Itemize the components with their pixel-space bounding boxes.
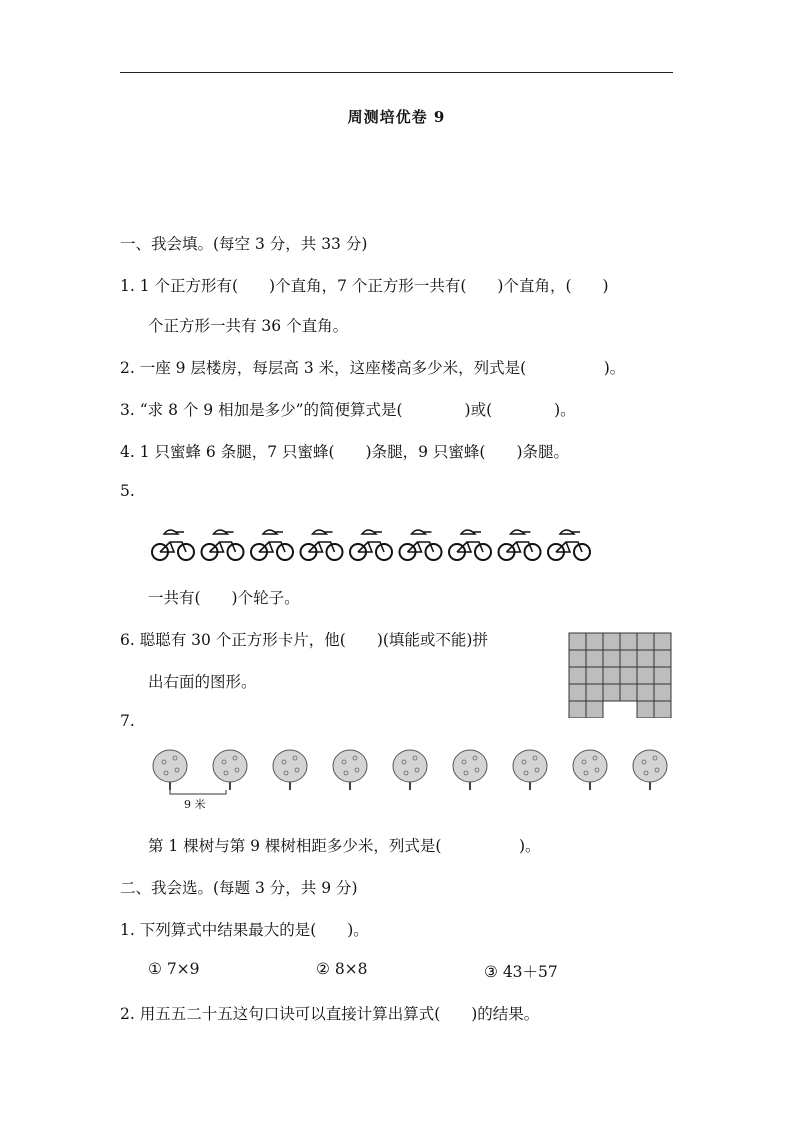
grid-square bbox=[654, 684, 671, 701]
grid-square bbox=[603, 650, 620, 667]
grid-square bbox=[603, 667, 620, 684]
grid-square bbox=[637, 633, 654, 650]
grid-square bbox=[620, 650, 637, 667]
tree-icon bbox=[633, 750, 667, 790]
grid-square bbox=[637, 650, 654, 667]
tree-icon bbox=[273, 750, 307, 790]
grid-square bbox=[620, 667, 637, 684]
grid-square bbox=[603, 684, 620, 701]
q2: 2. 一座 9 层楼房，每层高 3 米，这座楼高多少米，列式是( )。 bbox=[120, 359, 626, 377]
bicycle-icon bbox=[350, 530, 392, 560]
grid-square bbox=[586, 650, 603, 667]
bicycles-figure bbox=[150, 522, 595, 564]
option-1: ① 7×9 bbox=[148, 960, 200, 978]
grid-square bbox=[654, 650, 671, 667]
bicycle-icon bbox=[449, 530, 491, 560]
grid-square bbox=[586, 633, 603, 650]
q7-text: 第 1 棵树与第 9 棵树相距多少米，列式是( )。 bbox=[148, 837, 541, 855]
grid-square bbox=[586, 701, 603, 718]
trees-figure bbox=[148, 748, 673, 810]
grid-square bbox=[620, 633, 637, 650]
tree-icon bbox=[453, 750, 487, 790]
grid-square bbox=[569, 667, 586, 684]
grid-square bbox=[569, 633, 586, 650]
option-2: ② 8×8 bbox=[316, 960, 368, 978]
grid-square bbox=[637, 684, 654, 701]
tree-icon bbox=[573, 750, 607, 790]
grid-square bbox=[569, 684, 586, 701]
grid-square bbox=[654, 633, 671, 650]
bicycle-icon bbox=[301, 530, 343, 560]
bicycle-icon bbox=[202, 530, 244, 560]
bicycle-icon bbox=[251, 530, 293, 560]
page-title: 周测培优卷 9 bbox=[347, 108, 446, 126]
q3: 3. “求 8 个 9 相加是多少”的简便算式是( )或( )。 bbox=[120, 401, 576, 419]
grid-square bbox=[654, 667, 671, 684]
grid-square bbox=[637, 667, 654, 684]
q6-line1: 6. 聪聪有 30 个正方形卡片，他( )(填能或不能)拼 bbox=[120, 631, 488, 649]
q6-line2: 出右面的图形。 bbox=[148, 673, 257, 691]
q1-line2: 个正方形一共有 36 个直角。 bbox=[148, 317, 349, 335]
tree-icon bbox=[513, 750, 547, 790]
distance-label: 9 米 bbox=[184, 798, 206, 811]
q5-label: 5. bbox=[120, 482, 135, 500]
tree-icon bbox=[213, 750, 247, 790]
grid-square bbox=[586, 684, 603, 701]
bicycle-icon bbox=[499, 530, 541, 560]
q1-line1: 1. 1 个正方形有( )个直角，7 个正方形一共有( )个直角，( ) bbox=[120, 277, 609, 295]
option-3: ③ 43＋57 bbox=[484, 963, 558, 981]
header-rule bbox=[120, 72, 673, 73]
s2-q1: 1. 下列算式中结果最大的是( )。 bbox=[120, 921, 369, 939]
grid-square bbox=[637, 701, 654, 718]
tree-icon bbox=[153, 750, 187, 790]
grid-square bbox=[620, 684, 637, 701]
grid-square bbox=[586, 667, 603, 684]
square-grid-figure bbox=[568, 632, 672, 718]
q7-label: 7. bbox=[120, 712, 135, 730]
bicycle-icon bbox=[548, 530, 590, 560]
bicycle-icon bbox=[400, 530, 442, 560]
q5-text: 一共有( )个轮子。 bbox=[148, 589, 300, 607]
section1-heading: 一、我会填。(每空 3 分，共 33 分) bbox=[120, 235, 368, 253]
grid-square bbox=[654, 701, 671, 718]
s2-q2: 2. 用五五二十五这句口诀可以直接计算出算式( )的结果。 bbox=[120, 1005, 540, 1023]
grid-square bbox=[569, 650, 586, 667]
grid-square bbox=[603, 633, 620, 650]
bicycle-icon bbox=[152, 530, 194, 560]
tree-icon bbox=[393, 750, 427, 790]
q4: 4. 1 只蜜蜂 6 条腿，7 只蜜蜂( )条腿，9 只蜜蜂( )条腿。 bbox=[120, 443, 569, 461]
tree-icon bbox=[333, 750, 367, 790]
grid-square bbox=[569, 701, 586, 718]
section2-heading: 二、我会选。(每题 3 分，共 9 分) bbox=[120, 879, 358, 897]
